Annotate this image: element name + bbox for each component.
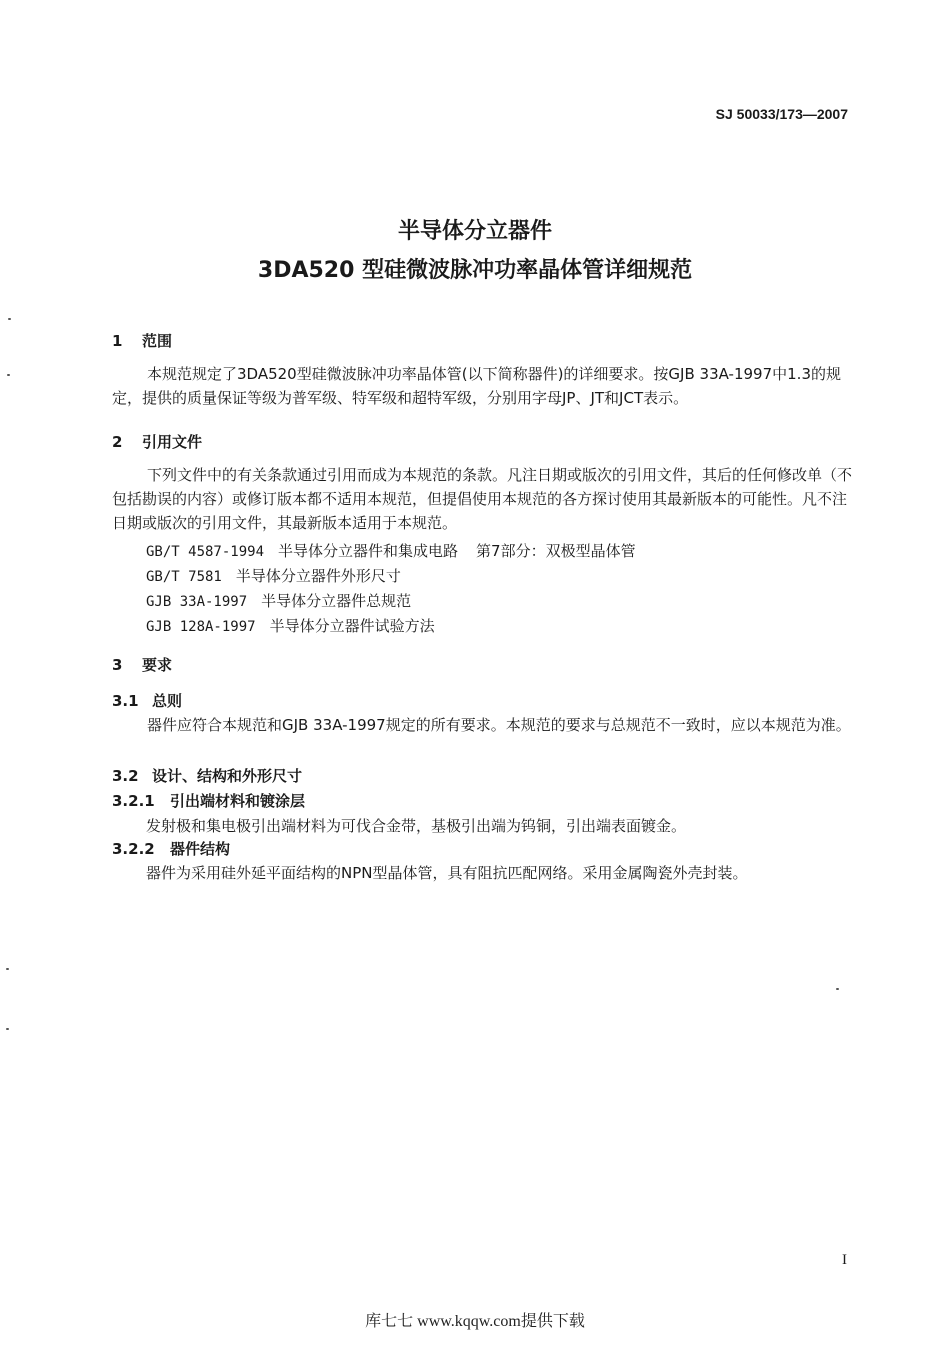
- scan-speck: [6, 1028, 9, 1030]
- section-title: 引用文件: [142, 433, 203, 451]
- section-2-paragraph: 下列文件中的有关条款通过引用而成为本规范的条款。凡注日期或版次的引用文件，其后的任何修改单（不包括勘误的内容）或修订版本都不适用本规范，但提倡使用本规范的各方探讨使用其最新版本的可能性。凡不注日期或版次的引用文件，其最新版本适用于本规范。: [112, 466, 853, 532]
- section-2-heading: [112, 431, 202, 452]
- scan-speck: [7, 374, 10, 376]
- document-title-line1: 半导体分立器件: [397, 219, 552, 244]
- section-title: 要求: [142, 656, 173, 674]
- section-title: 范围: [142, 332, 173, 350]
- section-number: 3.2.1: [112, 792, 155, 810]
- reference-code: GB/T 7581: [146, 569, 222, 585]
- section-title: 引出端材料和镀涂层: [170, 792, 306, 810]
- section-3-2-1-paragraph: 发射极和集电极引出端材料为可伐合金带，基极引出端为钨铜，引出端表面镀金。: [146, 817, 687, 835]
- section-3-2-2-heading: [112, 838, 230, 859]
- section-number: 1: [112, 332, 123, 350]
- reference-item: [146, 565, 401, 586]
- section-title: 总则: [152, 692, 183, 710]
- section-3-1-heading: [112, 690, 182, 711]
- reference-code: GJB 128A-1997: [146, 619, 256, 635]
- page-number: I: [842, 1252, 847, 1268]
- download-footer: 库七七 www.kqqw.com提供下载: [365, 1313, 585, 1330]
- reference-code: GJB 33A-1997: [146, 594, 248, 610]
- section-1-heading: [112, 330, 172, 351]
- reference-item: [146, 540, 636, 561]
- section-3-2-heading: [112, 765, 302, 786]
- section-3-2-1-heading: [112, 790, 305, 811]
- scan-speck: [836, 988, 839, 990]
- reference-title: 半导体分立器件试验方法: [269, 617, 435, 635]
- section-number: 3: [112, 656, 123, 674]
- section-title: 设计、结构和外形尺寸: [152, 767, 303, 785]
- section-number: 3.2: [112, 767, 139, 785]
- section-1-paragraph: 本规范规定了3DA520型硅微波脉冲功率晶体管(以下简称器件)的详细要求。按GJB 33A-1997中1.3的规定，提供的质量保证等级为普军级、特军级和超特军级，分别用字母JP、JT和JCT表示。: [112, 365, 841, 407]
- section-number: 3.1: [112, 692, 139, 710]
- section-3-heading: [112, 654, 172, 675]
- reference-item: [146, 615, 435, 636]
- standard-code: SJ 50033/173—2007: [715, 106, 848, 122]
- reference-item: [146, 590, 411, 611]
- section-number: 3.2.2: [112, 840, 155, 858]
- section-number: 2: [112, 433, 123, 451]
- section-3-2-2-paragraph: 器件为采用硅外延平面结构的NPN型晶体管，具有阻抗匹配网络。采用金属陶瓷外壳封装。: [146, 864, 748, 882]
- section-title: 器件结构: [170, 840, 231, 858]
- reference-title: 半导体分立器件外形尺寸: [235, 567, 401, 585]
- reference-code: GB/T 4587-1994: [146, 544, 265, 560]
- reference-title: 半导体分立器件和集成电路: [278, 542, 459, 560]
- reference-extra: 第7部分：双极型晶体管: [476, 542, 636, 560]
- section-3-1-paragraph: 器件应符合本规范和GJB 33A-1997规定的所有要求。本规范的要求与总规范不一致时，应以本规范为准。: [147, 716, 851, 734]
- document-title-line2: 3DA520 型硅微波脉冲功率晶体管详细规范: [257, 258, 693, 283]
- scan-speck: [6, 968, 9, 970]
- scan-speck: [8, 318, 11, 320]
- reference-title: 半导体分立器件总规范: [261, 592, 412, 610]
